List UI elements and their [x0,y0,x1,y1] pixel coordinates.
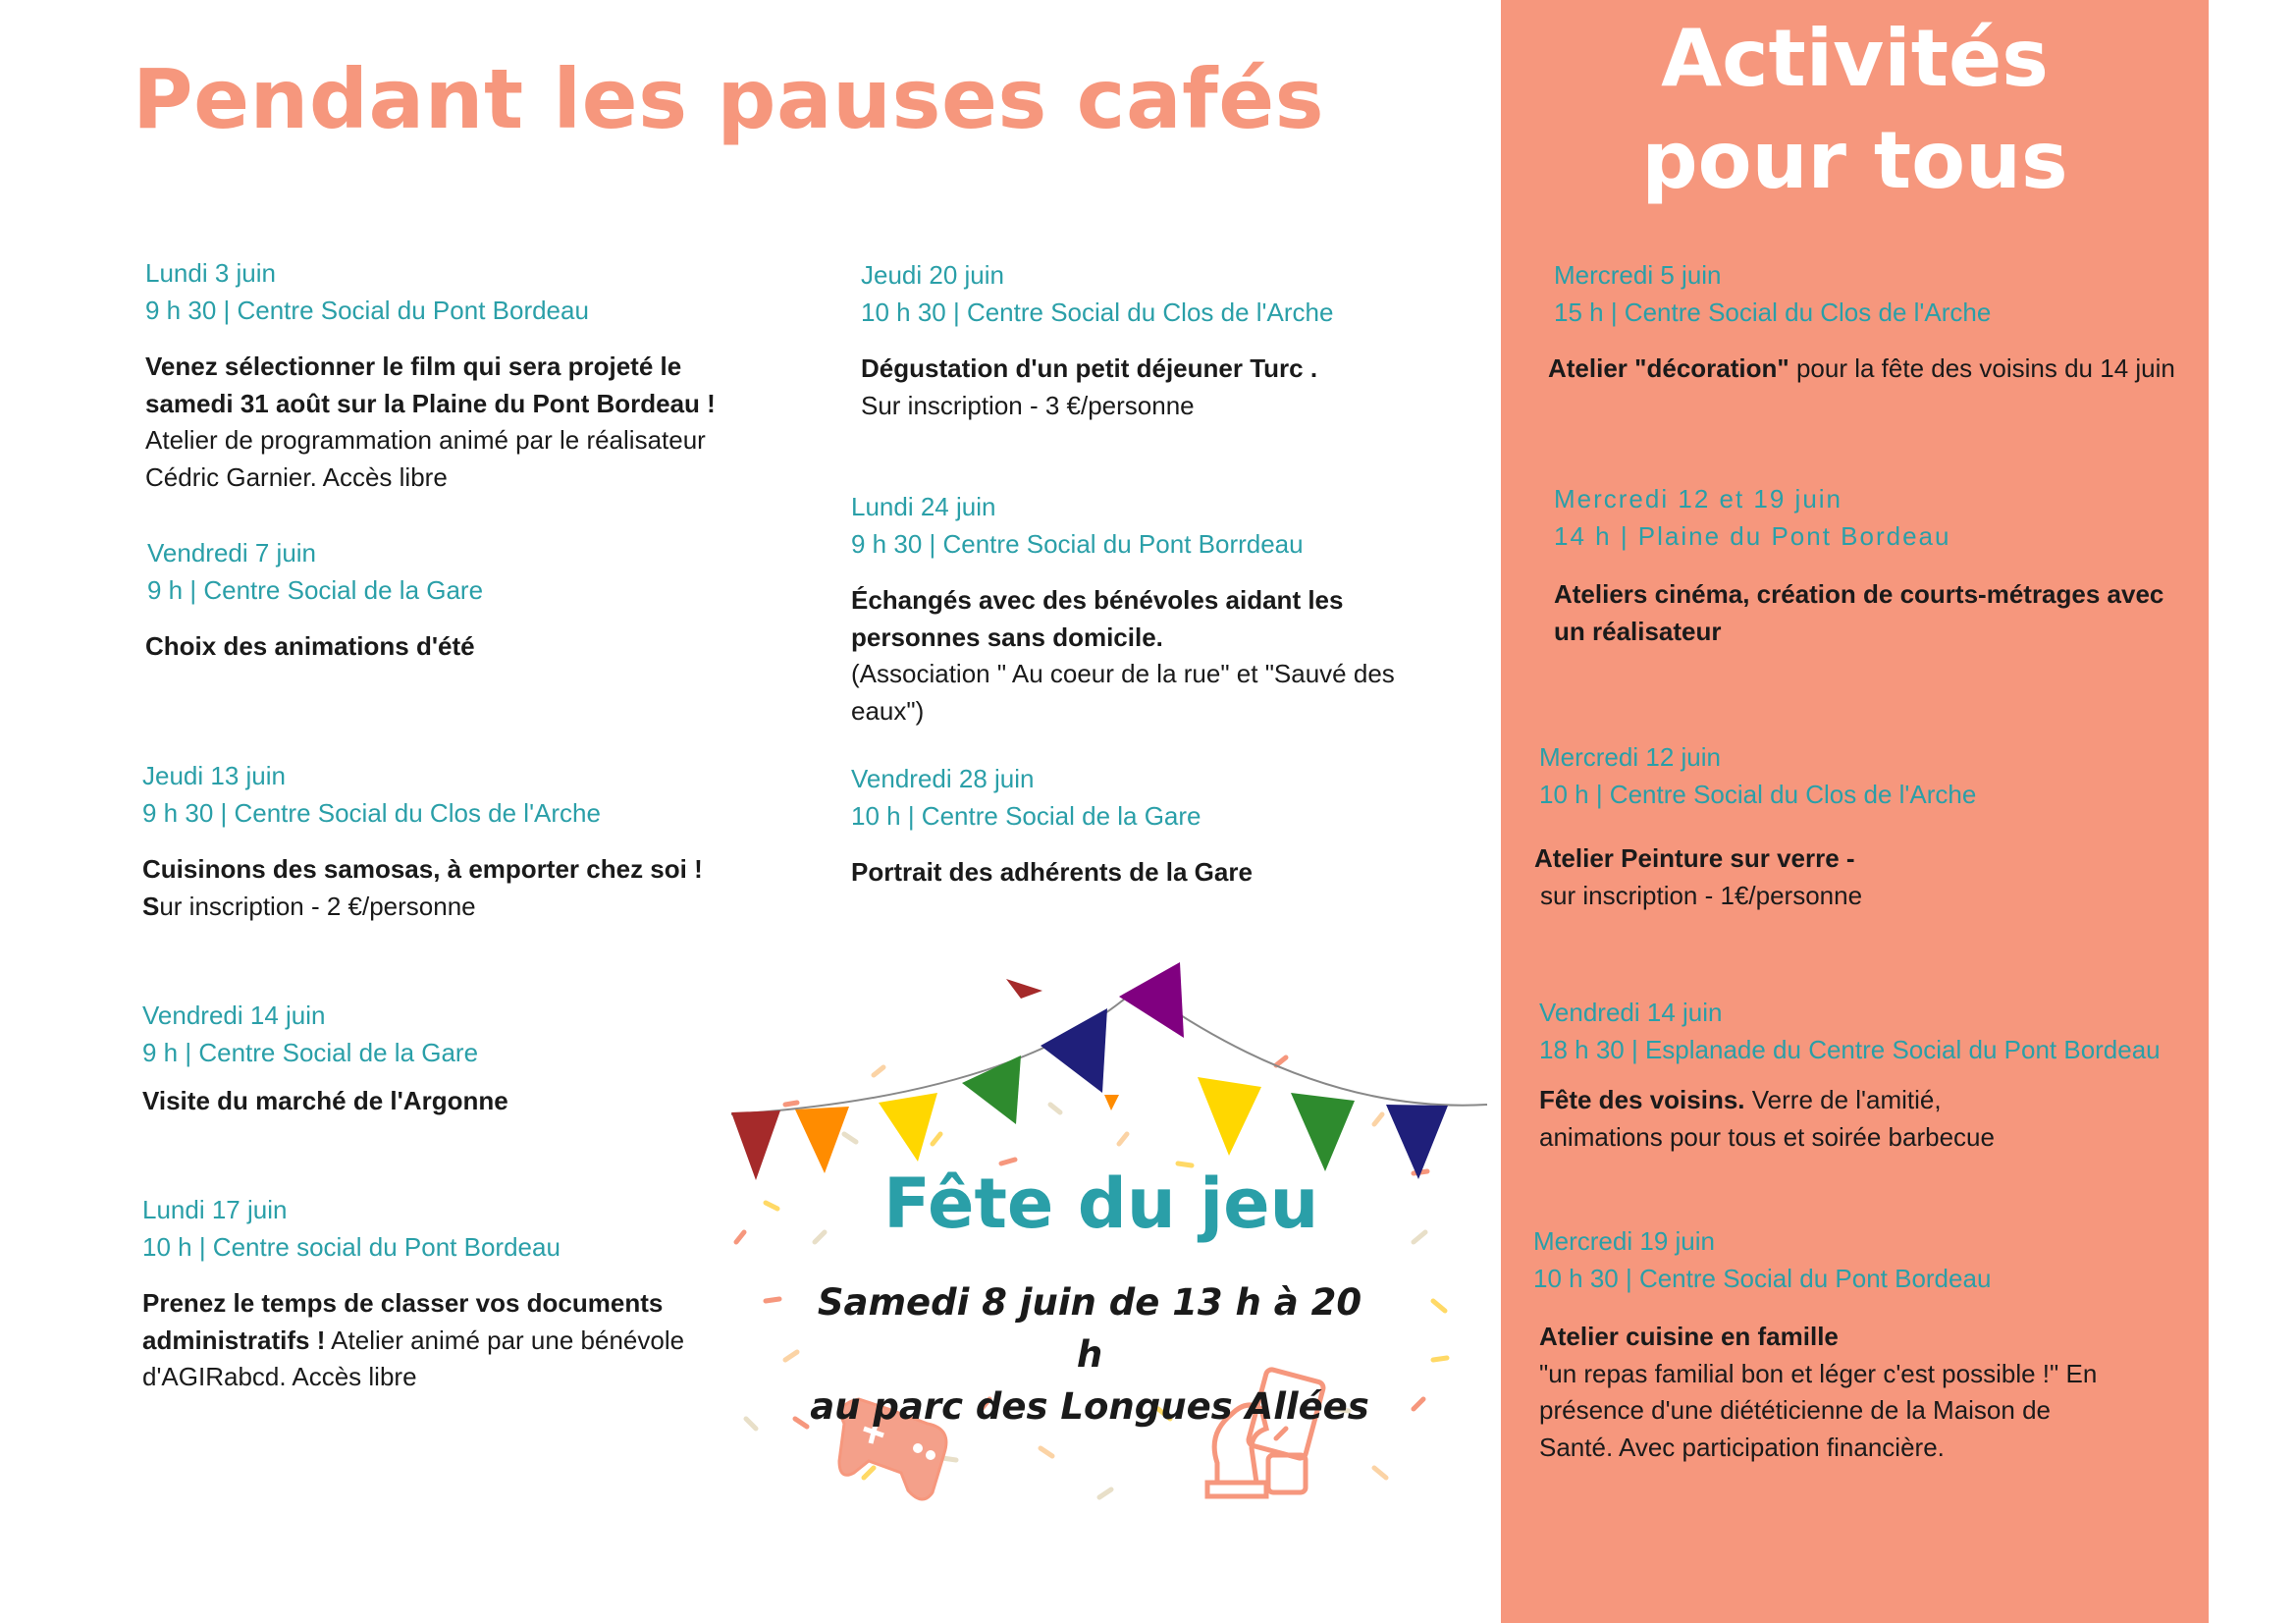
event-date: Jeudi 20 juin [861,260,1004,290]
event-details: (Association " Au coeur de la rue" et "Sauvé des eaux") [851,659,1395,726]
event-date: Vendredi 14 juin [142,1001,326,1030]
event-description [1539,1319,2109,1466]
event-details: Atelier animé par une bénévole d'AGIRabcd. Accès libre [142,1325,685,1391]
event-vendredi-28-juin [851,761,1440,892]
event-description [145,349,754,496]
event-highlight: Atelier cuisine en famille [1539,1322,1839,1351]
event-details: ur inscription - 2 €/personne [159,891,476,921]
event-date: Lundi 24 juin [851,492,996,521]
event-mercredi-19-juin [1533,1223,2181,1466]
event-highlight-letter: S [142,891,160,921]
event-details: sur inscription - 1€/personne [1540,880,1863,910]
event-place: 9 h | Centre Social de la Gare [147,574,484,605]
event-place: 10 h | Centre Social de la Gare [851,800,1201,831]
event-description [1534,840,2187,914]
event-details: pour la fête des voisins du 14 juin [1789,353,2175,383]
fete-details [805,1276,1374,1433]
panel-title-line1: Activités [1661,13,2049,104]
event-date: Mercredi 12 juin [1539,742,1721,772]
event-details: "un repas familial bon et léger c'est possible !" En présence d'une diététicienne de la Maison de Santé. Avec participation financière. [1539,1358,2098,1462]
event-details: Sur inscription - 3 €/personne [861,390,1195,420]
event-place: 10 h | Centre Social du Clos de l'Arche [1539,779,1977,809]
event-highlight: Choix des animations d'été [145,631,475,661]
event-date: Lundi 3 juin [145,258,276,288]
event-jeudi-20-juin [861,257,1450,424]
event-description [142,1285,731,1396]
panel-title-line2: pour tous [1641,115,2068,206]
fete-date: Samedi 8 juin de 13 h à 20 h [817,1281,1362,1376]
event-date: Vendredi 7 juin [147,538,317,568]
event-highlight: Dégustation d'un petit déjeuner Turc . [861,353,1318,383]
event-highlight: Venez sélectionner le film qui sera projeté le samedi 31 août sur la Plaine du Pont Bordeau ! [145,352,716,418]
fete-location: au parc des Longues Allées [810,1385,1369,1428]
event-place: 15 h | Centre Social du Clos de l'Arche [1554,297,1992,327]
event-place: 9 h 30 | Centre Social du Pont Borrdeau [851,528,1304,559]
event-description [142,1083,751,1120]
event-place: 18 h 30 | Esplanade du Centre Social du Pont Bordeau [1539,1034,2161,1064]
event-highlight: Atelier "décoration" [1548,353,1789,383]
event-place: 10 h | Centre social du Pont Bordeau [142,1231,561,1262]
event-date: Mercredi 12 et 19 juin [1554,484,1843,514]
event-jeudi-13-juin [142,758,751,925]
event-lundi-3-juin [145,255,754,496]
event-highlight: Portrait des adhérents de la Gare [851,857,1253,887]
event-place: 14 h | Plaine du Pont Bordeau [1554,520,1951,551]
event-vendredi-14-juin [142,998,751,1120]
event-details: Verre de l'amitié, animations pour tous et soirée barbecue [1539,1085,1995,1152]
event-highlight: Échangés avec des bénévoles aidant les personnes sans domicile. [851,585,1344,652]
event-place: 9 h 30 | Centre Social du Clos de l'Arche [142,797,601,828]
event-description [851,582,1440,730]
event-highlight: Atelier Peinture sur verre - [1534,843,1855,873]
event-description [1554,576,2182,650]
event-highlight: Visite du marché de l'Argonne [142,1086,508,1115]
event-place: 10 h 30 | Centre Social du Clos de l'Arche [861,297,1334,327]
fete-title: Fête du jeu [883,1163,1319,1244]
event-place: 10 h 30 | Centre Social du Pont Bordeau [1533,1263,1992,1293]
event-highlight: Fête des voisins. [1539,1085,1745,1114]
event-vendredi-7-juin [147,535,756,666]
event-fete-des-voisins [1539,995,2187,1156]
event-lundi-24-juin [851,489,1440,730]
event-date: Vendredi 28 juin [851,764,1035,793]
event-description [1539,1082,2050,1156]
panel-title [1501,8,2209,212]
event-date: Mercredi 5 juin [1554,260,1722,290]
event-description [861,351,1450,424]
event-lundi-17-juin [142,1192,731,1396]
event-description [145,628,756,666]
event-mercredi-5-juin [1548,257,2182,388]
event-details: Atelier de programmation animé par le réalisateur Cédric Garnier. Accès libre [145,425,706,492]
event-date: Mercredi 19 juin [1533,1226,1715,1256]
event-place: 9 h 30 | Centre Social du Pont Bordeau [145,295,589,325]
event-description [851,854,1440,892]
event-date: Vendredi 14 juin [1539,998,1723,1027]
event-description [142,851,751,925]
event-highlight: Prenez le temps de classer vos documents administratifs ! [142,1288,664,1355]
event-place: 9 h | Centre Social de la Gare [142,1037,479,1067]
event-highlight: Ateliers cinéma, création de courts-métrages avec un réalisateur [1554,579,2164,646]
page-title: Pendant les pauses cafés [133,51,1325,147]
event-description [1548,351,2182,388]
event-date: Lundi 17 juin [142,1195,288,1224]
event-mercredi-12-et-19-juin [1554,481,2182,650]
event-date: Jeudi 13 juin [142,761,286,790]
event-mercredi-12-juin [1534,739,2187,914]
event-highlight: Cuisinons des samosas, à emporter chez soi ! [142,854,703,884]
